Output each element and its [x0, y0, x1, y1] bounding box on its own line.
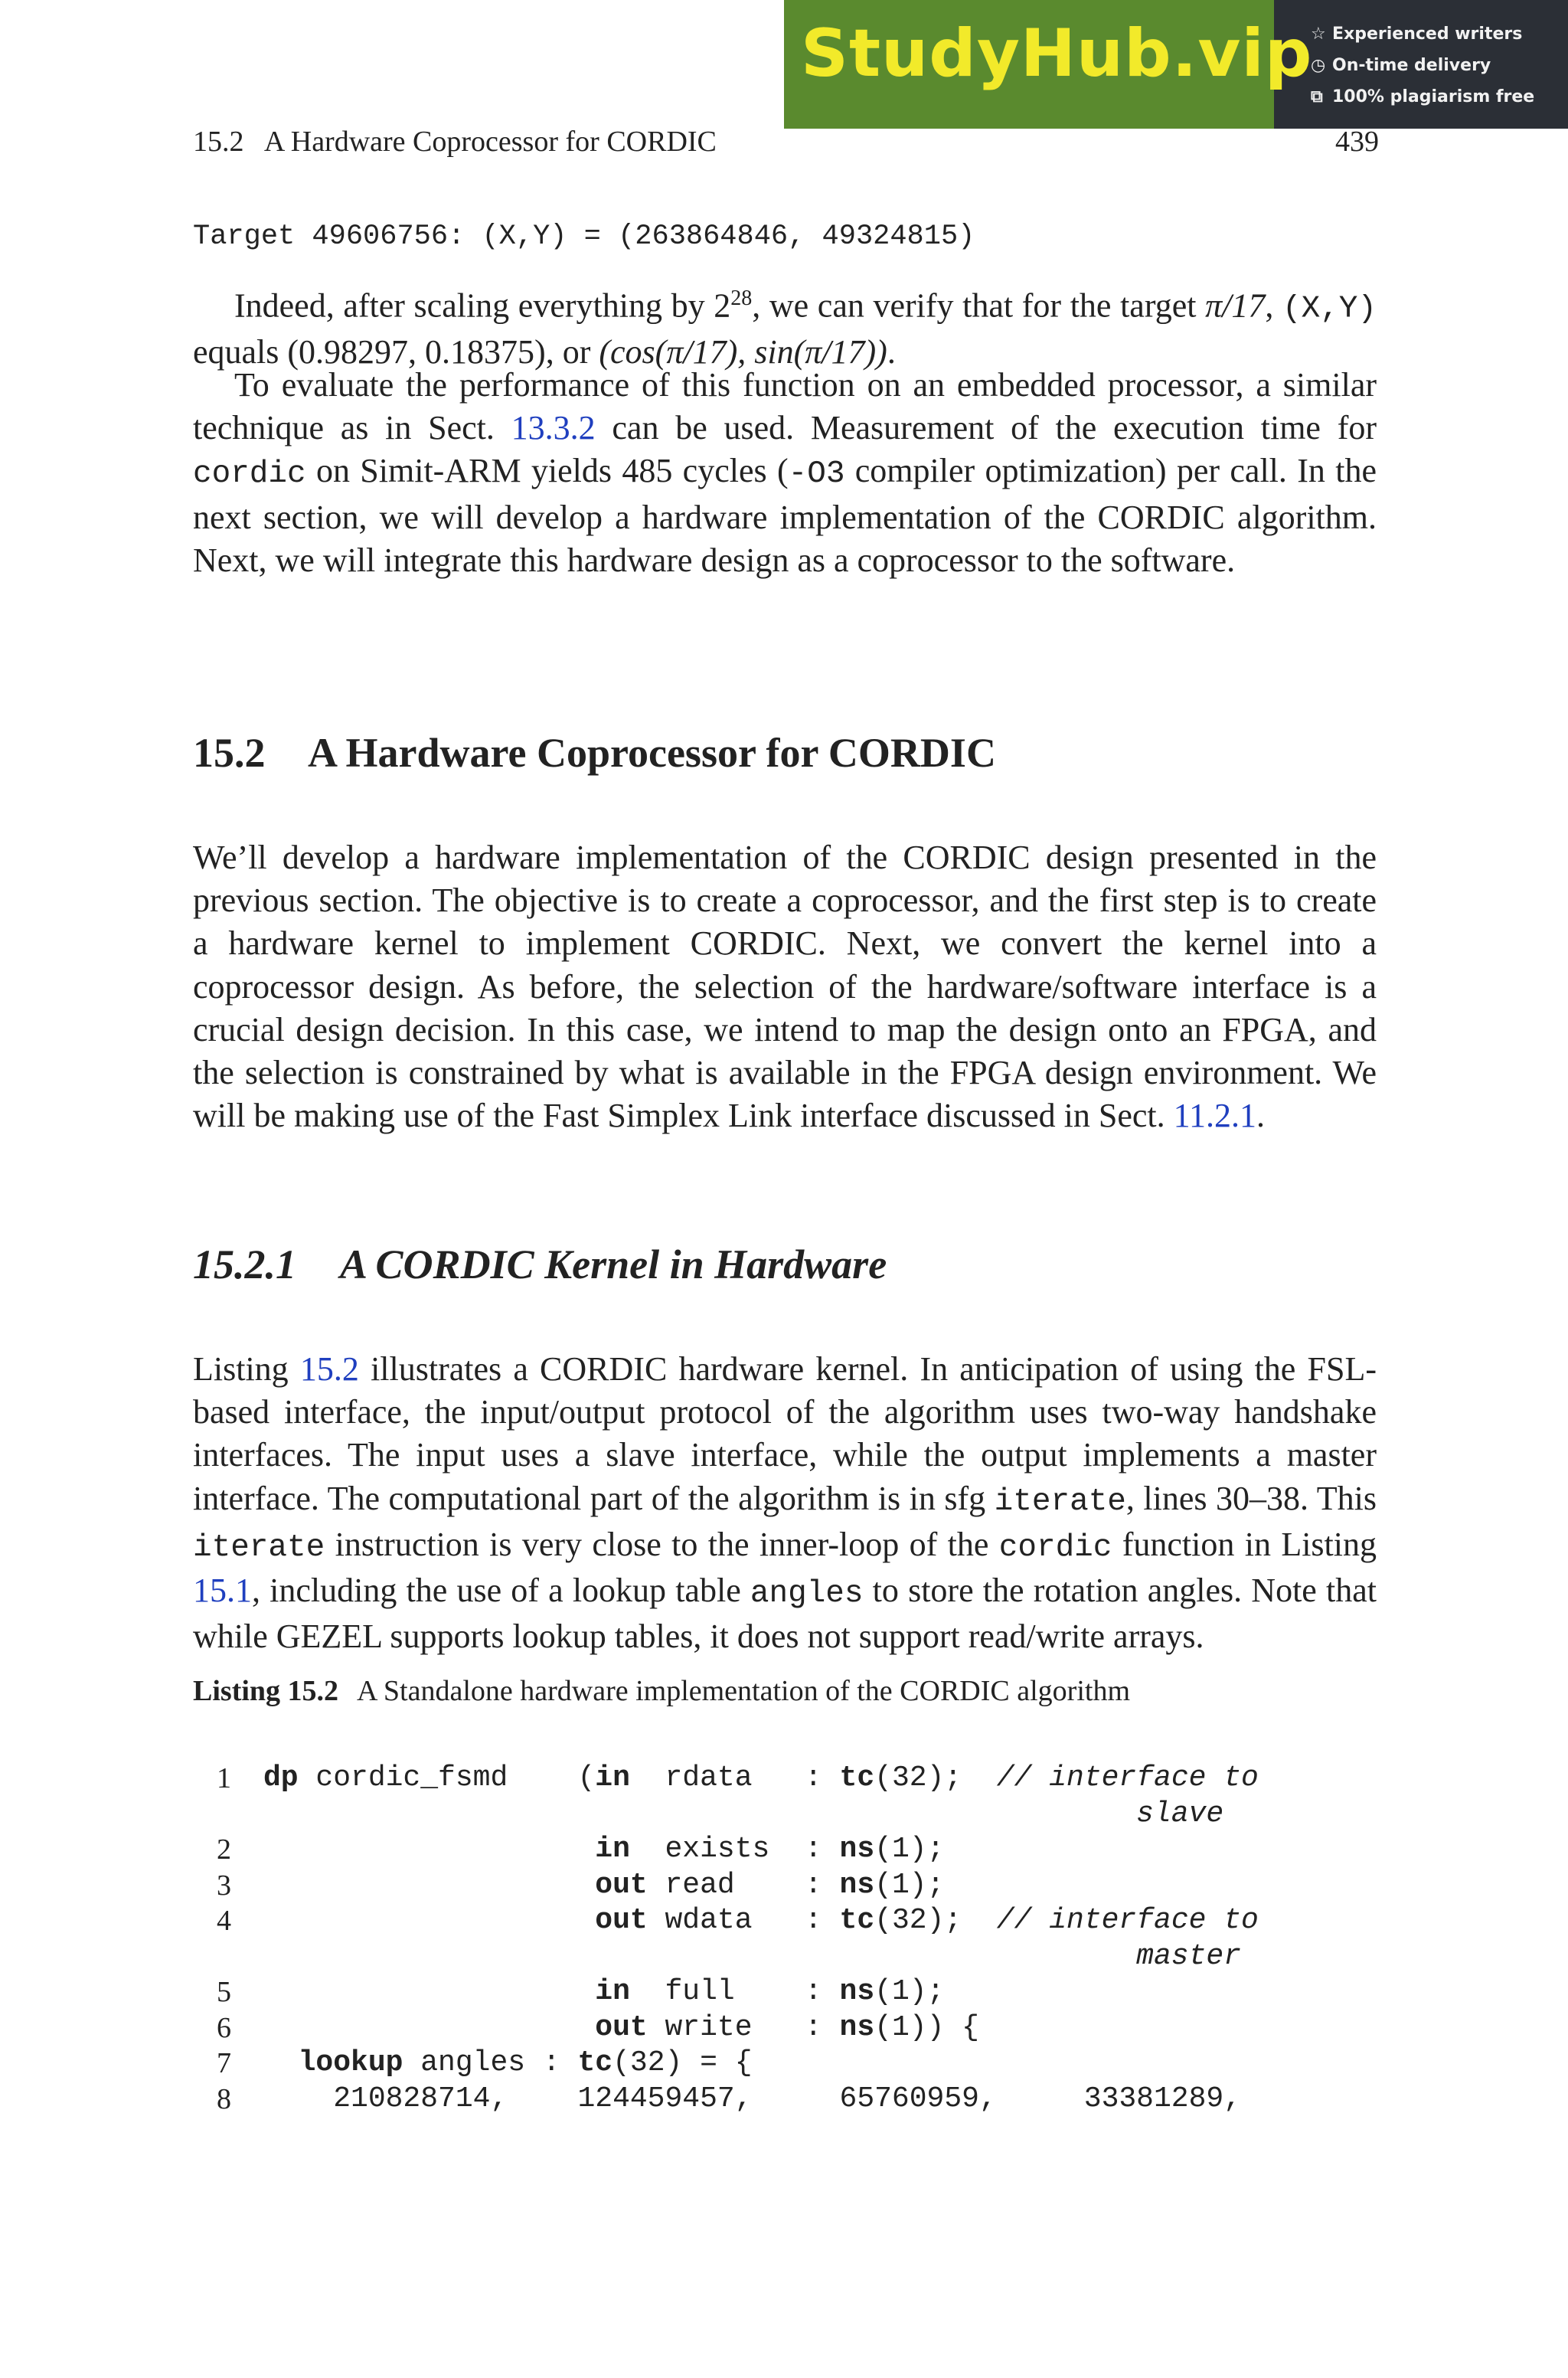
listing-comment-continuation: slave: [263, 1797, 1224, 1830]
banner-feature: [1311, 50, 1534, 81]
listing-line-number: 5: [217, 1976, 231, 2008]
listing-line-number: 6: [217, 2011, 231, 2044]
text: function in Listing: [1112, 1525, 1377, 1563]
subsection-heading: [193, 1241, 887, 1288]
banner-logo-box: [784, 0, 1313, 129]
text: to store the rotation angles. Note that while GEZEL supports lookup tables, it does not support read/write arrays.: [193, 1572, 1377, 1656]
section-link[interactable]: 13.3.2: [511, 409, 596, 447]
banner-logo[interactable]: StudyHub.vip: [801, 15, 1313, 92]
section-number: 15.2: [193, 730, 266, 776]
paragraph-1: [193, 277, 1377, 374]
text: .: [887, 332, 896, 371]
text: To evaluate the performance of this function on an embedded processor, a similar technique as in Sect.: [193, 366, 1377, 447]
text: Listing: [193, 1350, 300, 1388]
paragraph-4: [193, 1348, 1377, 1658]
code-listing: [193, 1761, 1377, 2129]
listing-line-number: 3: [217, 1869, 231, 1902]
text: compiler optimization) per call. In the next section, we will develop a hardware implementation of the CORDIC algorithm. Next, we will integrate this hardware design as a coprocessor to the software.: [193, 452, 1377, 579]
listing-code-line: out wdata : tc(32); // interface to: [595, 1904, 1259, 1937]
running-header-section: 15.2 A Hardware Coprocessor for CORDIC: [193, 126, 717, 158]
text: instruction is very close to the inner-loop of the: [325, 1525, 999, 1563]
listing-code-line: in full : ns(1);: [595, 1975, 945, 2008]
listing-caption: [193, 1674, 1130, 1708]
subsection-number: 15.2.1: [193, 1241, 296, 1287]
text: , lines 30–38. This: [1125, 1479, 1377, 1517]
banner-feature: [1311, 81, 1534, 113]
listing-code-line: out write : ns(1)) {: [595, 2010, 979, 2044]
text: illustrates a CORDIC hardware kernel. In anticipation of using the FSL-based interface, the input/output protocol of the algorithm uses two-way handshake interfaces. The input uses a slave interface, while the output implements a master interface. The computational part of the algorithm is in sfg: [193, 1350, 1377, 1517]
inline-code: iterate: [193, 1529, 325, 1565]
text: We’ll develop a hardware implementation of the CORDIC design presented in the previous section. The objective is to create a coprocessor, and the first step is to create a hardware kernel to implement CORDIC. Next, we convert the kernel into a coprocessor design. As before, the selection of the hardware/software interface is a crucial design decision. In this case, we intend to map the design onto an FPGA, and the selection is constrained by what is available in the FPGA design environment. We will be making use of the Fast Simplex Link interface discussed in Sect.: [193, 839, 1377, 1135]
text: Indeed, after scaling everything by 2: [234, 286, 731, 325]
math-target: π/17: [1205, 286, 1266, 325]
banner-feature: [1311, 18, 1534, 50]
math-values: (0.98297, 0.18375): [287, 332, 546, 371]
text: ,: [1265, 286, 1274, 325]
caption-text: A Standalone hardware implementation of the CORDIC algorithm: [357, 1675, 1130, 1707]
copy-icon: ⧉: [1311, 87, 1323, 106]
caption-label: Listing 15.2: [193, 1675, 339, 1707]
section-heading: [193, 729, 996, 777]
text: .: [1256, 1097, 1266, 1135]
listing-code-line: 210828714, 124459457, 65760959, 33381289,: [263, 2082, 1242, 2115]
clock-icon: ◷: [1311, 56, 1326, 75]
listing-code-line: dp cordic_fsmd (in rdata : tc(32); // interface to: [263, 1761, 1259, 1794]
inline-code: -O3: [788, 456, 845, 492]
text: , or: [545, 332, 599, 371]
listing-code-line: lookup angles : tc(32) = {: [298, 2046, 753, 2079]
paragraph-3: [193, 836, 1377, 1137]
text: on Simit-ARM yields 485 cycles (: [305, 452, 789, 490]
text: , we can verify that for the target: [752, 286, 1206, 325]
feature-label: Experienced writers: [1332, 25, 1523, 44]
listing-code-line: in exists : ns(1);: [595, 1833, 945, 1866]
inline-code: iterate: [994, 1483, 1126, 1519]
star-icon: ☆: [1311, 25, 1326, 44]
listing-line-number: 7: [217, 2047, 231, 2079]
section-title: A Hardware Coprocessor for CORDIC: [308, 730, 996, 776]
listing-line-number: 2: [217, 1833, 231, 1866]
listing-line-number: 4: [217, 1905, 231, 1937]
feature-label: 100% plagiarism free: [1332, 87, 1535, 106]
listing-line-number: 1: [217, 1762, 231, 1794]
listing-comment-continuation: master: [263, 1939, 1242, 1973]
listing-line-number: 8: [217, 2082, 231, 2115]
feature-label: On-time delivery: [1332, 56, 1491, 75]
text: , including the use of a lookup table: [252, 1572, 750, 1610]
inline-code: cordic: [193, 456, 306, 492]
program-output-line: Target 49606756: (X,Y) = (263864846, 49324815): [193, 221, 975, 253]
inline-code: (X,Y): [1282, 291, 1377, 327]
math-trig: (cos(π/17), sin(π/17)): [599, 332, 887, 371]
listing-link[interactable]: 15.2: [299, 1350, 359, 1388]
text: equals: [193, 332, 288, 371]
banner-features: [1311, 18, 1534, 113]
listing-link[interactable]: 15.1: [193, 1572, 252, 1610]
listing-code-line: out read : ns(1);: [595, 1868, 945, 1902]
inline-code: cordic: [998, 1529, 1112, 1565]
text: can be used. Measurement of the execution time for: [595, 409, 1377, 447]
ad-banner[interactable]: [784, 0, 1568, 129]
section-link[interactable]: 11.2.1: [1173, 1097, 1257, 1135]
inline-code: angles: [750, 1576, 864, 1612]
paragraph-2: [193, 364, 1377, 582]
subsection-title: A CORDIC Kernel in Hardware: [340, 1241, 887, 1287]
page-number: 439: [1335, 126, 1379, 158]
exponent: 28: [730, 286, 753, 310]
